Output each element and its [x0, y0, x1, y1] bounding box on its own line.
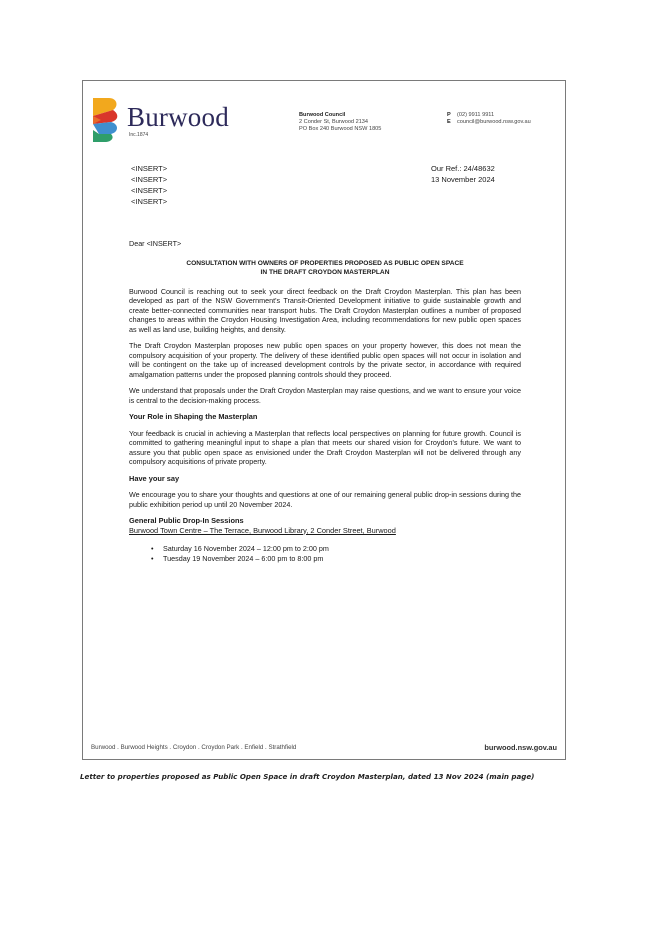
council-contact	[447, 112, 531, 126]
logo-incorporated: Inc.1874	[129, 132, 149, 138]
paragraph: Your feedback is crucial in achieving a Masterplan that reflects local perspectives on planning for future growth. Council is committed to gathering meaningful input to shape a plan that meets our shared vision for Croydon's future. We want to assure you that public open space as envisioned under the Draft Croydon Masterplan will not be delivered through any compulsory acquisitions of private property.	[129, 428, 521, 466]
council-address	[299, 112, 381, 133]
paragraph: The Draft Croydon Masterplan proposes new public open spaces on your property however, this does not mean the compulsory acquisition of your property. The delivery of these identified public open spaces will not occur in isolation and will be contingent on the take up of increased development controls by the private sector, in accordance with required amalgamation patterns under the proposed planning controls should they proceed.	[129, 341, 521, 379]
subject-line: IN THE DRAFT CROYDON MASTERPLAN	[260, 268, 390, 276]
sessions-title: General Public Drop-In Sessions	[129, 516, 244, 525]
greeting: Dear <INSERT>	[129, 239, 182, 248]
letter	[82, 80, 566, 760]
council-po-box: PO Box 240 Burwood NSW 1805	[299, 126, 382, 132]
email-key: E	[447, 119, 451, 125]
council-street: 2 Conder St, Burwood 2134	[299, 119, 369, 125]
sessions-location: Burwood Town Centre – The Terrace, Burwood Library, 2 Conder Street, Burwood	[129, 525, 396, 535]
recipient-line: <INSERT>	[131, 175, 168, 184]
paragraph: We understand that proposals under the Draft Croydon Masterplan may raise questions, and we want to ensure your voice is central to the decision-making process.	[129, 386, 521, 405]
sessions-list	[129, 544, 521, 563]
list-item: • Saturday 16 November 2024 – 12:00 pm to 2:00 pm	[151, 544, 521, 554]
phone-key: P	[447, 112, 451, 118]
burwood-logo-mark-icon	[91, 96, 121, 144]
council-name: Burwood Council	[299, 112, 346, 118]
list-item: • Tuesday 19 November 2024 – 6:00 pm to 8:00 pm	[151, 554, 521, 564]
burwood-logo	[91, 96, 251, 144]
footer-website: burwood.nsw.gov.au	[484, 743, 557, 752]
section-heading: Your Role in Shaping the Masterplan	[129, 412, 258, 421]
paragraph: We encourage you to share your thoughts and questions at one of our remaining general public drop-in sessions during the public exhibition period up until 20 November 2024.	[129, 490, 521, 509]
recipient-line: <INSERT>	[131, 197, 168, 206]
recipient-line: <INSERT>	[131, 186, 168, 195]
letter-body	[129, 239, 521, 563]
paragraph: Burwood Council is reaching out to seek your direct feedback on the Draft Croydon Masterplan. This plan has been developed as part of the NSW Government's Transit-Oriented Development initiative to guide sustainable growth and create better-connected communities near transport hubs. The Draft Croydon Masterplan outlines a number of proposed changes to areas within the Croydon Housing Investigation Area, including recommendations for new public open spaces as well as land use, building heights, and density.	[129, 286, 521, 334]
section-heading: Have your say	[129, 473, 180, 483]
recipient-address	[131, 163, 167, 207]
subject-line: CONSULTATION WITH OWNERS OF PROPERTIES PROPOSED AS PUBLIC OPEN SPACE	[186, 259, 464, 267]
footer-suburbs: Burwood . Burwood Heights . Croydon . Croydon Park . Enfield . Strathfield	[91, 744, 297, 751]
email-address: council@burwood.nsw.gov.au	[457, 119, 531, 125]
phone-number: (02) 9911 9911	[457, 112, 495, 118]
reference-number: Our Ref.: 24/48632	[431, 164, 495, 173]
recipient-line: <INSERT>	[131, 164, 168, 173]
reference-block	[431, 163, 495, 185]
logo-wordmark: Burwood	[127, 102, 229, 132]
letter-date: 13 November 2024	[431, 175, 495, 184]
figure-caption: Letter to properties proposed as Public Open Space in draft Croydon Masterplan, dated 13 Nov 2024 (main page)	[80, 772, 535, 781]
subject-heading	[129, 259, 521, 277]
